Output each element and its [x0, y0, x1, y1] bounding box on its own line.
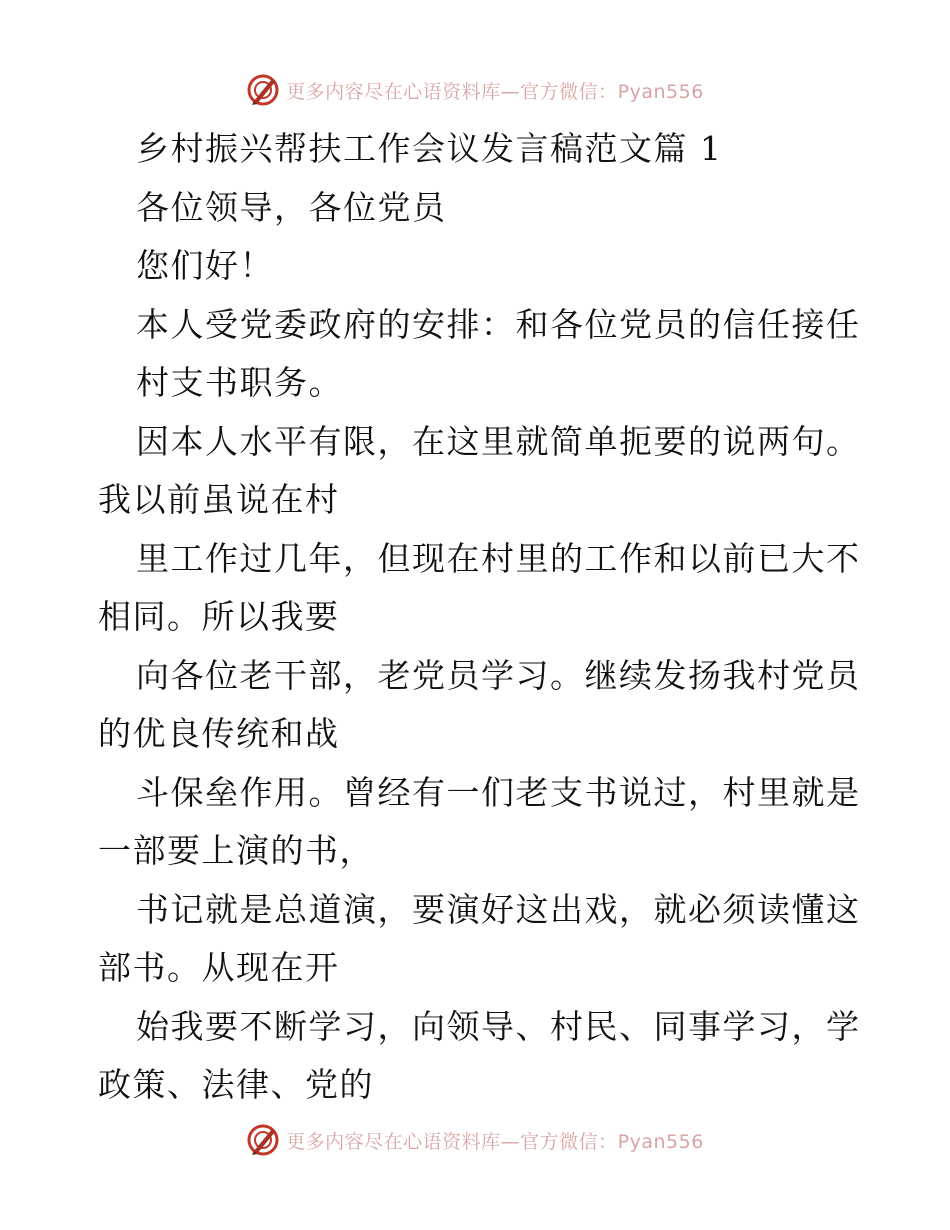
paragraph-line: 始我要不断学习，向领导、村民、同事学习，学: [136, 1006, 861, 1046]
salutation-line: 各位领导，各位党员: [136, 187, 447, 227]
paragraph-line: 斗保垒作用。曾经有一们老支书说过，村里就是: [136, 772, 861, 812]
header-banner-text: 更多内容尽在心语资料库—官方微信：Pyan556: [286, 80, 704, 103]
paragraph-line: 相同。所以我要: [98, 597, 340, 636]
document-title: 乡村振兴帮扶工作会议发言稿范文篇 1: [136, 129, 723, 168]
paragraph-line: 政策、法律、党的: [98, 1065, 374, 1104]
pen-circle-logo-icon: [246, 1123, 280, 1157]
paragraph-line: 书记就是总道演，要演好这出戏，就必须读懂这: [136, 889, 861, 929]
paragraph-line: 因本人水平有限，在这里就简单扼要的说两句。: [136, 421, 861, 461]
greeting-line: 您们好！: [136, 246, 274, 285]
paragraph-line: 村支书职务。: [136, 363, 343, 402]
paragraph-line: 我以前虽说在村: [98, 480, 340, 519]
footer-banner: [0, 1120, 950, 1160]
paragraph-line: 向各位老干部，老党员学习。继续发扬我村党员: [136, 655, 861, 695]
header-banner: [0, 70, 950, 110]
paragraph-line: 部书。从现在开: [98, 948, 340, 987]
pen-circle-logo-icon: [246, 73, 280, 107]
paragraph-line: 里工作过几年，但现在村里的工作和以前已大不: [136, 538, 861, 578]
paragraph-line: 的优良传统和战: [98, 714, 340, 753]
footer-banner-text: 更多内容尽在心语资料库—官方微信：Pyan556: [286, 1130, 704, 1153]
paragraph-line: 本人受党委政府的安排：和各位党员的信任接任: [136, 304, 861, 344]
document-body: [98, 120, 861, 1115]
paragraph-line: 一部要上演的书，: [98, 831, 374, 870]
